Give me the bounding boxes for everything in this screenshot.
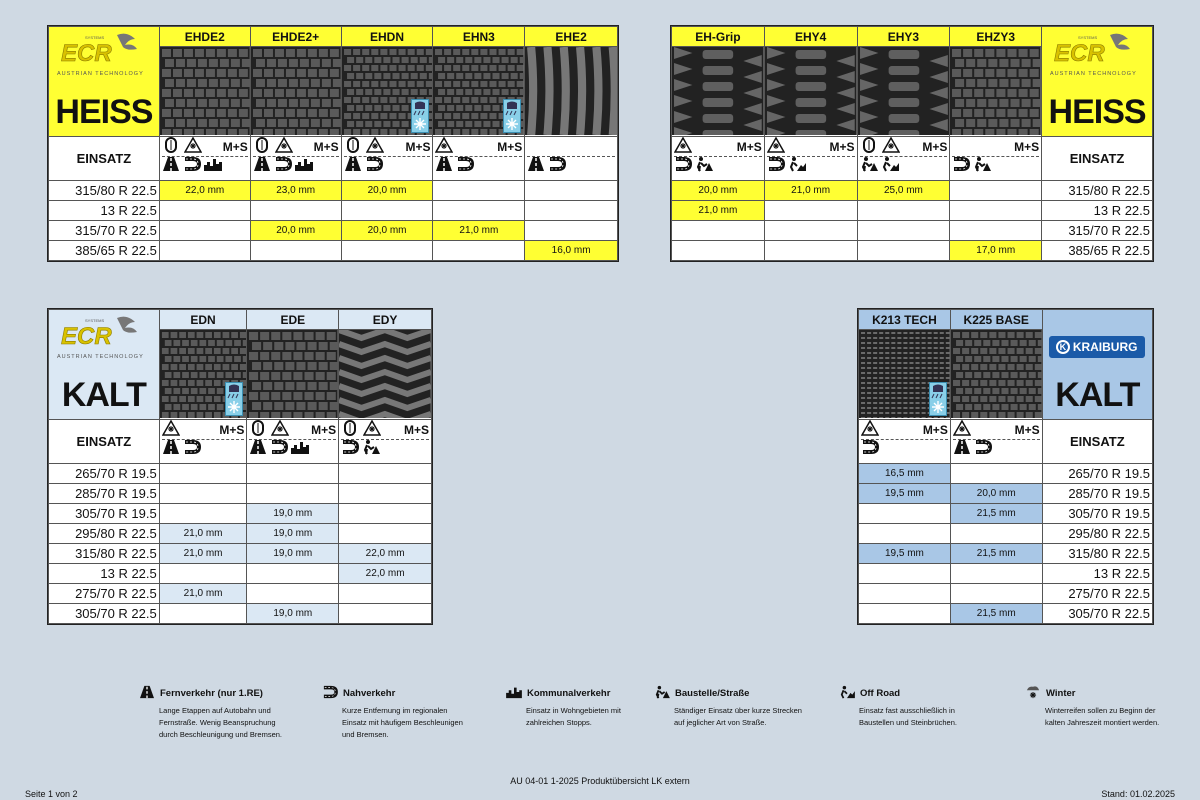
table-row	[859, 464, 1153, 484]
usage-icons	[433, 137, 525, 181]
tire-tread-image	[250, 47, 341, 137]
mud-snow-label: M+S	[222, 140, 248, 154]
tread-depth-cell	[247, 564, 339, 584]
highway-icon	[435, 156, 453, 178]
tread-depth-cell: 21,5 mm	[950, 604, 1042, 624]
legend-item-highway	[137, 685, 287, 741]
mud-snow-label: M+S	[405, 140, 431, 154]
table-row	[672, 181, 1153, 201]
tread-depth-cell	[859, 504, 951, 524]
tire-tread-image	[341, 47, 433, 137]
mountain-snowflake-icon	[674, 137, 692, 158]
curve-road-icon	[365, 156, 383, 178]
product-header: EDE	[247, 310, 339, 330]
mountain-snowflake-icon	[184, 137, 202, 158]
usage-icons	[247, 420, 339, 464]
tread-depth-cell: 20,0 mm	[672, 181, 765, 201]
tread-depth-cell: 17,0 mm	[950, 241, 1042, 261]
mud-snow-label: M+S	[736, 140, 762, 154]
tire-tread-image	[950, 47, 1042, 137]
curve-road-icon	[270, 439, 288, 461]
tire-size: 13 R 22.5	[49, 201, 160, 221]
legend-item-municipal	[504, 685, 654, 729]
curve-road-icon	[548, 156, 566, 178]
product-header: EHDE2+	[250, 27, 341, 47]
tread-depth-cell	[950, 464, 1042, 484]
highway-icon	[527, 156, 545, 178]
mud-snow-label: M+S	[1014, 140, 1040, 154]
winter-badge-icon	[225, 382, 243, 416]
curve-road-icon	[974, 439, 992, 461]
tread-depth-cell	[859, 584, 951, 604]
table-row	[49, 564, 432, 584]
table-row	[672, 201, 1153, 221]
tire-size: 305/70 R 22.5	[49, 604, 160, 624]
tread-depth-cell: 21,0 mm	[159, 524, 247, 544]
usage-icons	[525, 137, 618, 181]
mountain-snowflake-icon	[162, 420, 180, 441]
curve-road-icon	[320, 685, 340, 703]
mountain-snowflake-icon	[271, 420, 289, 441]
usage-icons	[764, 137, 857, 181]
tread-depth-cell	[341, 241, 433, 261]
tread-depth-cell: 22,0 mm	[339, 564, 432, 584]
tread-depth-cell	[339, 484, 432, 504]
offroad-icon	[788, 156, 806, 178]
tread-depth-cell: 19,0 mm	[247, 544, 339, 564]
tire-tread-image	[857, 47, 950, 137]
tread-depth-cell: 21,5 mm	[950, 544, 1042, 564]
curve-road-icon	[861, 439, 879, 461]
svg-text:ECR: ECR	[61, 40, 112, 67]
mud-snow-label: M+S	[403, 423, 429, 437]
highway-icon	[162, 156, 180, 178]
legend-desc: Ständiger Einsatz über kurze Strecken auf jeglicher Art von Straße.	[674, 706, 802, 727]
tread-depth-cell: 23,0 mm	[250, 181, 341, 201]
ecr-logo	[55, 31, 151, 79]
tread-depth-cell: 21,0 mm	[159, 544, 247, 564]
tread-depth-cell: 21,0 mm	[672, 201, 765, 221]
brand-cell	[1042, 310, 1152, 420]
tread-depth-cell: 20,0 mm	[950, 484, 1042, 504]
tire-icon	[249, 420, 267, 441]
tread-depth-cell: 20,0 mm	[341, 221, 433, 241]
tread-depth-cell	[159, 201, 250, 221]
tread-depth-cell	[159, 221, 250, 241]
ecr-logo	[55, 314, 151, 362]
tread-depth-cell: 19,0 mm	[247, 604, 339, 624]
winter-badge-icon	[503, 99, 521, 133]
tread-depth-cell	[857, 221, 950, 241]
brand-title: KALT	[61, 376, 146, 414]
tread-depth-cell: 19,0 mm	[247, 504, 339, 524]
tire-icon	[341, 420, 359, 441]
curve-road-icon	[456, 156, 474, 178]
brand-title: HEISS	[55, 93, 153, 131]
tire-icon	[344, 137, 362, 158]
tread-depth-cell	[247, 584, 339, 604]
offroad-icon	[837, 685, 857, 703]
table-row	[859, 564, 1153, 584]
usage-icons	[950, 420, 1042, 464]
tread-depth-cell: 21,0 mm	[159, 584, 247, 604]
usage-icons	[159, 137, 250, 181]
einsatz-label: EINSATZ	[1042, 420, 1152, 464]
legend-title: Baustelle/Straße	[675, 688, 750, 699]
usage-icons	[950, 137, 1042, 181]
tread-depth-cell: 16,5 mm	[859, 464, 951, 484]
einsatz-label: EINSATZ	[49, 137, 160, 181]
tread-depth-cell	[341, 201, 433, 221]
usage-icons	[339, 420, 432, 464]
tire-size: 305/70 R 19.5	[49, 504, 160, 524]
tread-depth-cell	[950, 181, 1042, 201]
product-header: K213 TECH	[859, 310, 951, 330]
mountain-snowflake-icon	[953, 420, 971, 441]
product-header: K225 BASE	[950, 310, 1042, 330]
tread-depth-cell	[339, 584, 432, 604]
mountain-snowflake-icon	[366, 137, 384, 158]
legend-desc: Einsatz fast ausschließlich in Baustellen und Steinbrüchen.	[859, 706, 957, 727]
tread-depth-cell	[672, 221, 765, 241]
tread-depth-cell: 20,0 mm	[250, 221, 341, 241]
tread-depth-cell	[950, 524, 1042, 544]
legend-item-winter	[1023, 685, 1173, 729]
table-row	[49, 464, 432, 484]
tread-depth-cell: 20,0 mm	[341, 181, 433, 201]
kraiburg-logo-text: KRAIBURG	[1072, 340, 1138, 354]
tire-icon	[860, 137, 878, 158]
legend-desc: Kurze Entfernung im regionalen Einsatz mit häufigem Beschleunigen und Bremsen.	[342, 706, 463, 739]
tread-depth-cell	[159, 241, 250, 261]
usage-icons	[159, 420, 247, 464]
usage-icons	[341, 137, 433, 181]
tire-size: 285/70 R 19.5	[49, 484, 160, 504]
highway-icon	[344, 156, 362, 178]
tread-depth-cell	[525, 181, 618, 201]
tire-tread-image	[950, 330, 1042, 420]
city-icon	[504, 685, 524, 703]
legend-title: Kommunalverkehr	[527, 688, 611, 699]
heiss-right-table	[670, 25, 1154, 262]
tread-depth-cell	[159, 504, 247, 524]
tire-size: 275/70 R 22.5	[1042, 584, 1152, 604]
product-header: EHDN	[341, 27, 433, 47]
tire-size: 265/70 R 19.5	[49, 464, 160, 484]
kraiburg-logo: K KRAIBURG	[1049, 336, 1145, 358]
city-icon	[204, 156, 222, 178]
table-row	[49, 241, 618, 261]
table-row	[672, 221, 1153, 241]
table-row	[49, 221, 618, 241]
tread-depth-cell: 21,0 mm	[433, 221, 525, 241]
tread-depth-cell	[339, 504, 432, 524]
highway-icon	[249, 439, 267, 461]
tire-size: 295/80 R 22.5	[1042, 524, 1152, 544]
table-row	[859, 484, 1153, 504]
construction-icon	[362, 439, 380, 461]
construction-icon	[973, 156, 991, 178]
usage-icons	[857, 137, 950, 181]
product-header: EHY3	[857, 27, 950, 47]
tire-size: 385/65 R 22.5	[49, 241, 160, 261]
svg-text:AUSTRIAN TECHNOLOGY: AUSTRIAN TECHNOLOGY	[1050, 71, 1137, 77]
tire-size: 315/80 R 22.5	[1042, 181, 1153, 201]
tire-size: 315/80 R 22.5	[49, 181, 160, 201]
tire-tread-image	[159, 330, 247, 420]
tread-depth-cell: 19,5 mm	[859, 544, 951, 564]
tread-depth-cell	[764, 221, 857, 241]
tread-depth-cell	[433, 181, 525, 201]
tread-depth-cell	[525, 201, 618, 221]
tire-size: 305/70 R 19.5	[1042, 504, 1152, 524]
construction-icon	[695, 156, 713, 178]
tread-depth-cell	[159, 464, 247, 484]
curve-road-icon	[183, 439, 201, 461]
product-header: EHN3	[433, 27, 525, 47]
tread-depth-cell	[859, 564, 951, 584]
winter-badge-icon	[929, 382, 947, 416]
tire-size: 305/70 R 22.5	[1042, 604, 1152, 624]
winter-badge-icon	[411, 99, 429, 133]
heiss-left-table	[47, 25, 619, 262]
highway-icon	[137, 685, 157, 703]
legend-item-regional	[320, 685, 470, 741]
svg-text:ECR: ECR	[61, 323, 112, 350]
table-row	[859, 544, 1153, 564]
mud-snow-label: M+S	[219, 423, 245, 437]
tire-size: 295/80 R 22.5	[49, 524, 160, 544]
tread-depth-cell	[159, 604, 247, 624]
tread-depth-cell: 22,0 mm	[339, 544, 432, 564]
tread-depth-cell	[433, 241, 525, 261]
tire-tread-image	[339, 330, 432, 420]
brand-cell	[49, 27, 160, 137]
table-row	[672, 241, 1153, 261]
table-row	[49, 584, 432, 604]
tire-tread-image	[247, 330, 339, 420]
brand-cell	[1042, 27, 1153, 137]
tread-depth-cell: 16,0 mm	[525, 241, 618, 261]
mud-snow-label: M+S	[313, 140, 339, 154]
brand-title: HEISS	[1048, 93, 1146, 131]
mountain-snowflake-icon	[275, 137, 293, 158]
svg-text:SYSTEMS: SYSTEMS	[85, 318, 105, 323]
brand-cell	[49, 310, 160, 420]
tread-depth-cell	[857, 201, 950, 221]
curve-road-icon	[767, 156, 785, 178]
tread-depth-cell	[159, 564, 247, 584]
mud-snow-label: M+S	[922, 423, 948, 437]
tread-depth-cell	[950, 201, 1042, 221]
tread-depth-cell	[159, 484, 247, 504]
tire-size: 265/70 R 19.5	[1042, 464, 1152, 484]
kalt-left-table	[47, 308, 433, 625]
footer-page: Seite 1 von 2	[25, 789, 78, 799]
tire-tread-image	[433, 47, 525, 137]
mud-snow-label: M+S	[922, 140, 948, 154]
legend-desc: Winterreifen sollen zu Beginn der kalten Jahreszeit montiert werden.	[1045, 706, 1160, 727]
highway-icon	[162, 439, 180, 461]
tread-depth-cell: 25,0 mm	[857, 181, 950, 201]
legend-item-offroad	[837, 685, 987, 729]
offroad-icon	[881, 156, 899, 178]
curve-road-icon	[674, 156, 692, 178]
table-row	[49, 544, 432, 564]
tread-depth-cell	[339, 524, 432, 544]
tread-depth-cell	[857, 241, 950, 261]
highway-icon	[953, 439, 971, 461]
mud-snow-label: M+S	[1014, 423, 1040, 437]
usage-icons	[859, 420, 951, 464]
tire-tread-image	[525, 47, 618, 137]
tire-tread-image	[672, 47, 765, 137]
tread-depth-cell	[247, 484, 339, 504]
table-row	[49, 201, 618, 221]
tire-size: 315/70 R 22.5	[49, 221, 160, 241]
svg-text:AUSTRIAN TECHNOLOGY: AUSTRIAN TECHNOLOGY	[57, 71, 144, 77]
tread-depth-cell	[339, 604, 432, 624]
tread-depth-cell	[859, 524, 951, 544]
mud-snow-label: M+S	[311, 423, 337, 437]
legend-title: Nahverkehr	[343, 688, 396, 699]
einsatz-label: EINSATZ	[49, 420, 160, 464]
ecr-logo	[1048, 31, 1144, 79]
tread-depth-cell	[672, 241, 765, 261]
table-row	[49, 484, 432, 504]
einsatz-label: EINSATZ	[1042, 137, 1153, 181]
curve-road-icon	[952, 156, 970, 178]
tread-depth-cell: 19,5 mm	[859, 484, 951, 504]
tread-depth-cell: 19,0 mm	[247, 524, 339, 544]
city-icon	[291, 439, 309, 461]
mountain-snowflake-icon	[767, 137, 785, 158]
mud-snow-label: M+S	[497, 140, 523, 154]
tire-tread-image	[159, 47, 250, 137]
tire-icon	[162, 137, 180, 158]
curve-road-icon	[341, 439, 359, 461]
curve-road-icon	[274, 156, 292, 178]
tread-depth-cell	[250, 241, 341, 261]
highway-icon	[253, 156, 271, 178]
tread-depth-cell: 22,0 mm	[159, 181, 250, 201]
svg-text:ECR: ECR	[1054, 40, 1105, 67]
table-row	[49, 524, 432, 544]
tread-depth-cell	[950, 584, 1042, 604]
usage-icons	[250, 137, 341, 181]
table-row	[49, 604, 432, 624]
curve-road-icon	[183, 156, 201, 178]
product-header: EHDE2	[159, 27, 250, 47]
tire-size: 315/70 R 22.5	[1042, 221, 1153, 241]
tire-tread-image	[764, 47, 857, 137]
tire-size: 13 R 22.5	[1042, 201, 1153, 221]
usage-icons	[672, 137, 765, 181]
footer-doc-id: AU 04-01 1-2025 Produktübersicht LK extern	[510, 776, 690, 786]
table-row	[49, 504, 432, 524]
mountain-snowflake-icon	[363, 420, 381, 441]
table-row	[859, 584, 1153, 604]
mountain-snowflake-icon	[435, 137, 453, 158]
tire-size: 13 R 22.5	[49, 564, 160, 584]
tire-size: 275/70 R 22.5	[49, 584, 160, 604]
table-row	[859, 504, 1153, 524]
tread-depth-cell	[250, 201, 341, 221]
tread-depth-cell	[433, 201, 525, 221]
product-header: EDY	[339, 310, 432, 330]
mountain-snowflake-icon	[861, 420, 879, 441]
tread-depth-cell	[859, 604, 951, 624]
tread-depth-cell	[764, 241, 857, 261]
tire-size: 13 R 22.5	[1042, 564, 1152, 584]
mud-snow-label: M+S	[829, 140, 855, 154]
product-header: EHY4	[764, 27, 857, 47]
table-row	[859, 604, 1153, 624]
tread-depth-cell	[764, 201, 857, 221]
legend-desc: Lange Etappen auf Autobahn und Fernstraße. Wenig Beanspruchung durch Beschleunigung und Bremsen.	[159, 706, 282, 739]
construction-icon	[652, 685, 672, 703]
legend-item-construction	[652, 685, 802, 729]
tread-depth-cell	[950, 564, 1042, 584]
product-header: EHE2	[525, 27, 618, 47]
tread-depth-cell	[525, 221, 618, 241]
svg-text:SYSTEMS: SYSTEMS	[85, 35, 105, 40]
legend-title: Off Road	[860, 688, 901, 699]
table-row	[49, 181, 618, 201]
construction-icon	[860, 156, 878, 178]
tread-depth-cell: 21,0 mm	[764, 181, 857, 201]
tread-depth-cell	[950, 221, 1042, 241]
city-icon	[295, 156, 313, 178]
tread-depth-cell	[339, 464, 432, 484]
tread-depth-cell: 21,5 mm	[950, 504, 1042, 524]
svg-text:AUSTRIAN TECHNOLOGY: AUSTRIAN TECHNOLOGY	[57, 354, 144, 360]
product-header: EHZY3	[950, 27, 1042, 47]
footer-date: Stand: 01.02.2025	[1101, 789, 1175, 799]
svg-text:SYSTEMS: SYSTEMS	[1078, 35, 1098, 40]
product-header: EDN	[159, 310, 247, 330]
tire-size: 315/80 R 22.5	[49, 544, 160, 564]
tire-icon	[253, 137, 271, 158]
product-header: EH-Grip	[672, 27, 765, 47]
mountain-snowflake-icon	[882, 137, 900, 158]
tire-size: 385/65 R 22.5	[1042, 241, 1153, 261]
legend-title: Winter	[1046, 688, 1076, 699]
kalt-right-table	[857, 308, 1154, 625]
tire-size: 285/70 R 19.5	[1042, 484, 1152, 504]
tread-depth-cell	[247, 464, 339, 484]
table-row	[859, 524, 1153, 544]
legend-title: Fernverkehr (nur 1.RE)	[160, 688, 263, 699]
snow-icon	[1023, 685, 1043, 703]
brand-title: KALT	[1055, 376, 1140, 414]
tire-size: 315/80 R 22.5	[1042, 544, 1152, 564]
legend-desc: Einsatz in Wohngebieten mit zahlreichen Stopps.	[526, 706, 621, 727]
tire-tread-image	[859, 330, 951, 420]
